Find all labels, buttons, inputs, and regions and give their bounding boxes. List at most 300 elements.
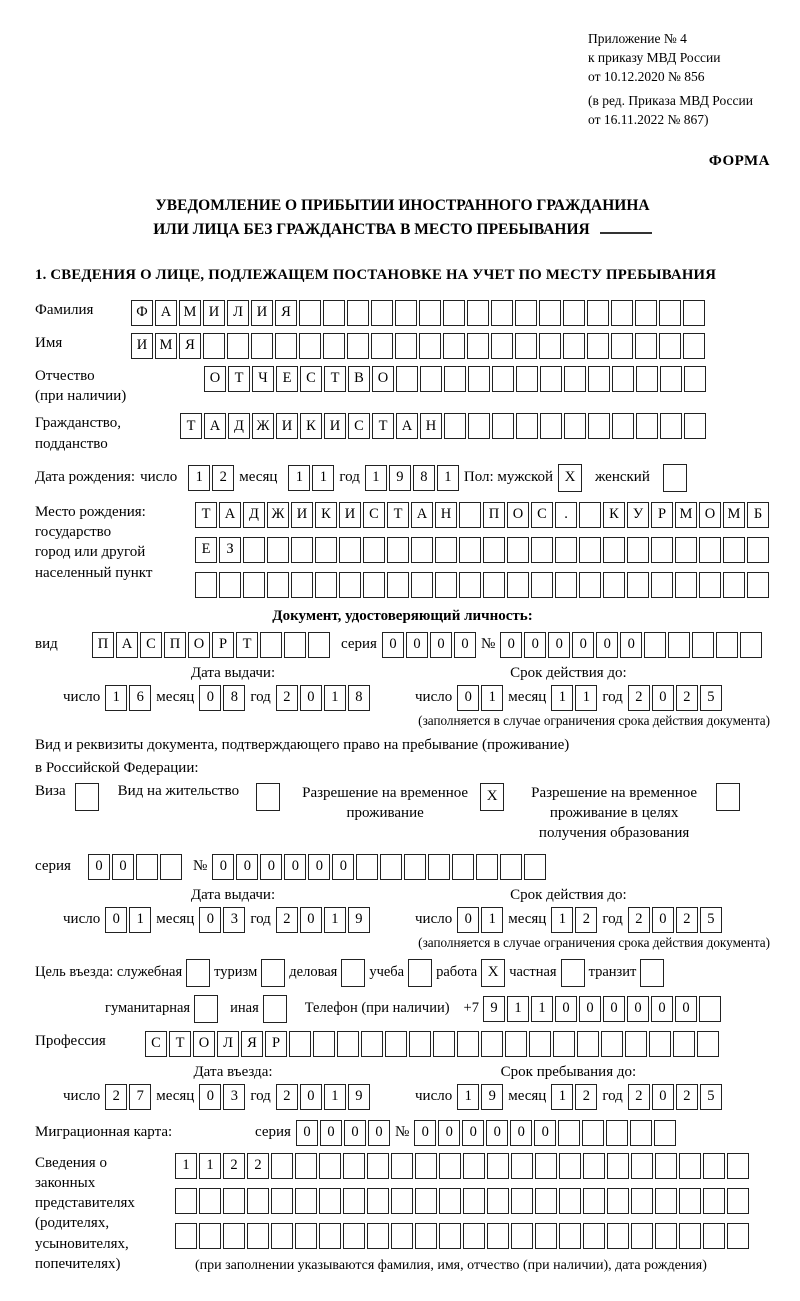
- char-cell[interactable]: Т: [169, 1031, 191, 1057]
- char-cell[interactable]: [435, 537, 457, 563]
- char-cell[interactable]: [308, 632, 330, 658]
- char-cell[interactable]: [531, 572, 553, 598]
- char-cell[interactable]: Т: [372, 413, 394, 439]
- char-cell[interactable]: 1: [324, 1084, 346, 1110]
- char-cell[interactable]: 3: [223, 1084, 245, 1110]
- char-cell[interactable]: Т: [228, 366, 250, 392]
- char-cell[interactable]: [699, 996, 721, 1022]
- char-cell[interactable]: [625, 1031, 647, 1057]
- char-cell[interactable]: 0: [500, 632, 522, 658]
- temp-permit-checkbox[interactable]: X: [480, 783, 504, 811]
- char-cell[interactable]: [559, 1188, 581, 1214]
- char-cell[interactable]: [539, 300, 561, 326]
- char-cell[interactable]: С: [145, 1031, 167, 1057]
- char-cell[interactable]: Ф: [131, 300, 153, 326]
- char-cell[interactable]: [387, 537, 409, 563]
- char-cell[interactable]: [660, 413, 682, 439]
- char-cell[interactable]: О: [507, 502, 529, 528]
- char-cell[interactable]: [516, 413, 538, 439]
- char-cell[interactable]: [476, 854, 498, 880]
- char-cell[interactable]: С: [531, 502, 553, 528]
- char-cell[interactable]: 0: [105, 907, 127, 933]
- purpose-humanitarian-checkbox[interactable]: [194, 995, 218, 1023]
- char-cell[interactable]: [295, 1153, 317, 1179]
- char-cell[interactable]: [459, 502, 481, 528]
- char-cell[interactable]: 1: [437, 465, 459, 491]
- char-cell[interactable]: С: [348, 413, 370, 439]
- char-cell[interactable]: Т: [236, 632, 258, 658]
- char-cell[interactable]: [684, 413, 706, 439]
- char-cell[interactable]: [395, 333, 417, 359]
- char-cell[interactable]: [747, 537, 769, 563]
- char-cell[interactable]: [675, 537, 697, 563]
- char-cell[interactable]: [631, 1188, 653, 1214]
- char-cell[interactable]: 0: [572, 632, 594, 658]
- char-cell[interactable]: 9: [389, 465, 411, 491]
- char-cell[interactable]: [607, 1188, 629, 1214]
- char-cell[interactable]: [727, 1153, 749, 1179]
- char-cell[interactable]: [203, 333, 225, 359]
- char-cell[interactable]: [612, 413, 634, 439]
- char-cell[interactable]: 2: [676, 907, 698, 933]
- char-cell[interactable]: 0: [510, 1120, 532, 1146]
- char-cell[interactable]: 1: [575, 685, 597, 711]
- char-cell[interactable]: 0: [344, 1120, 366, 1146]
- char-cell[interactable]: [535, 1188, 557, 1214]
- char-cell[interactable]: 0: [534, 1120, 556, 1146]
- char-cell[interactable]: [699, 572, 721, 598]
- char-cell[interactable]: [319, 1223, 341, 1249]
- char-cell[interactable]: [415, 1153, 437, 1179]
- char-cell[interactable]: М: [179, 300, 201, 326]
- char-cell[interactable]: [247, 1223, 269, 1249]
- char-cell[interactable]: 5: [700, 685, 722, 711]
- char-cell[interactable]: [564, 413, 586, 439]
- char-cell[interactable]: Е: [276, 366, 298, 392]
- char-cell[interactable]: В: [348, 366, 370, 392]
- char-cell[interactable]: [267, 537, 289, 563]
- char-cell[interactable]: [319, 1153, 341, 1179]
- char-cell[interactable]: [579, 537, 601, 563]
- purpose-tourism-checkbox[interactable]: [261, 959, 285, 987]
- char-cell[interactable]: Н: [420, 413, 442, 439]
- gender-female-checkbox[interactable]: [663, 464, 687, 492]
- char-cell[interactable]: [487, 1153, 509, 1179]
- char-cell[interactable]: 0: [368, 1120, 390, 1146]
- char-cell[interactable]: [452, 854, 474, 880]
- char-cell[interactable]: [511, 1223, 533, 1249]
- char-cell[interactable]: [411, 572, 433, 598]
- char-cell[interactable]: 1: [365, 465, 387, 491]
- char-cell[interactable]: 0: [308, 854, 330, 880]
- char-cell[interactable]: [371, 333, 393, 359]
- char-cell[interactable]: Р: [212, 632, 234, 658]
- char-cell[interactable]: М: [675, 502, 697, 528]
- char-cell[interactable]: [703, 1188, 725, 1214]
- char-cell[interactable]: [313, 1031, 335, 1057]
- char-cell[interactable]: [679, 1188, 701, 1214]
- char-cell[interactable]: И: [291, 502, 313, 528]
- char-cell[interactable]: [367, 1188, 389, 1214]
- char-cell[interactable]: [404, 854, 426, 880]
- char-cell[interactable]: 1: [199, 1153, 221, 1179]
- char-cell[interactable]: [675, 572, 697, 598]
- char-cell[interactable]: [463, 1153, 485, 1179]
- char-cell[interactable]: 0: [651, 996, 673, 1022]
- purpose-work-checkbox[interactable]: X: [481, 959, 505, 987]
- char-cell[interactable]: [655, 1223, 677, 1249]
- char-cell[interactable]: [175, 1223, 197, 1249]
- char-cell[interactable]: 1: [288, 465, 310, 491]
- char-cell[interactable]: 0: [382, 632, 404, 658]
- char-cell[interactable]: [291, 572, 313, 598]
- char-cell[interactable]: 2: [676, 685, 698, 711]
- char-cell[interactable]: [583, 1153, 605, 1179]
- char-cell[interactable]: Т: [180, 413, 202, 439]
- char-cell[interactable]: [507, 537, 529, 563]
- char-cell[interactable]: А: [116, 632, 138, 658]
- char-cell[interactable]: [659, 333, 681, 359]
- char-cell[interactable]: [644, 632, 666, 658]
- char-cell[interactable]: [606, 1120, 628, 1146]
- char-cell[interactable]: [588, 413, 610, 439]
- char-cell[interactable]: С: [363, 502, 385, 528]
- char-cell[interactable]: [511, 1153, 533, 1179]
- char-cell[interactable]: [223, 1188, 245, 1214]
- char-cell[interactable]: [587, 300, 609, 326]
- char-cell[interactable]: [459, 537, 481, 563]
- char-cell[interactable]: 0: [199, 1084, 221, 1110]
- char-cell[interactable]: [243, 572, 265, 598]
- char-cell[interactable]: [649, 1031, 671, 1057]
- char-cell[interactable]: [627, 572, 649, 598]
- char-cell[interactable]: [411, 537, 433, 563]
- char-cell[interactable]: [468, 366, 490, 392]
- char-cell[interactable]: 0: [486, 1120, 508, 1146]
- char-cell[interactable]: [683, 300, 705, 326]
- char-cell[interactable]: М: [155, 333, 177, 359]
- char-cell[interactable]: А: [204, 413, 226, 439]
- char-cell[interactable]: [409, 1031, 431, 1057]
- visa-checkbox[interactable]: [75, 783, 99, 811]
- char-cell[interactable]: [271, 1223, 293, 1249]
- char-cell[interactable]: [387, 572, 409, 598]
- char-cell[interactable]: [683, 333, 705, 359]
- char-cell[interactable]: [651, 537, 673, 563]
- char-cell[interactable]: [487, 1188, 509, 1214]
- char-cell[interactable]: 2: [276, 1084, 298, 1110]
- char-cell[interactable]: [612, 366, 634, 392]
- char-cell[interactable]: 9: [348, 907, 370, 933]
- char-cell[interactable]: К: [603, 502, 625, 528]
- char-cell[interactable]: 2: [628, 685, 650, 711]
- char-cell[interactable]: [660, 366, 682, 392]
- char-cell[interactable]: [651, 572, 673, 598]
- char-cell[interactable]: [679, 1223, 701, 1249]
- char-cell[interactable]: [391, 1223, 413, 1249]
- char-cell[interactable]: [443, 300, 465, 326]
- char-cell[interactable]: К: [315, 502, 337, 528]
- char-cell[interactable]: [420, 366, 442, 392]
- char-cell[interactable]: С: [300, 366, 322, 392]
- char-cell[interactable]: [524, 854, 546, 880]
- char-cell[interactable]: [723, 537, 745, 563]
- char-cell[interactable]: 5: [700, 907, 722, 933]
- char-cell[interactable]: [684, 366, 706, 392]
- char-cell[interactable]: [339, 537, 361, 563]
- char-cell[interactable]: 8: [223, 685, 245, 711]
- char-cell[interactable]: [582, 1120, 604, 1146]
- char-cell[interactable]: 1: [551, 1084, 573, 1110]
- char-cell[interactable]: [439, 1223, 461, 1249]
- char-cell[interactable]: .: [555, 502, 577, 528]
- char-cell[interactable]: [299, 333, 321, 359]
- char-cell[interactable]: О: [699, 502, 721, 528]
- char-cell[interactable]: П: [92, 632, 114, 658]
- char-cell[interactable]: [607, 1223, 629, 1249]
- char-cell[interactable]: [531, 537, 553, 563]
- char-cell[interactable]: [492, 413, 514, 439]
- char-cell[interactable]: [631, 1153, 653, 1179]
- char-cell[interactable]: [271, 1153, 293, 1179]
- char-cell[interactable]: [295, 1223, 317, 1249]
- char-cell[interactable]: П: [164, 632, 186, 658]
- char-cell[interactable]: И: [203, 300, 225, 326]
- char-cell[interactable]: 0: [236, 854, 258, 880]
- char-cell[interactable]: 8: [413, 465, 435, 491]
- purpose-business-checkbox[interactable]: [186, 959, 210, 987]
- char-cell[interactable]: [443, 333, 465, 359]
- char-cell[interactable]: Н: [435, 502, 457, 528]
- char-cell[interactable]: 1: [551, 907, 573, 933]
- char-cell[interactable]: 0: [414, 1120, 436, 1146]
- char-cell[interactable]: 2: [276, 685, 298, 711]
- char-cell[interactable]: [611, 333, 633, 359]
- char-cell[interactable]: [540, 366, 562, 392]
- char-cell[interactable]: И: [131, 333, 153, 359]
- char-cell[interactable]: 1: [531, 996, 553, 1022]
- char-cell[interactable]: [583, 1188, 605, 1214]
- char-cell[interactable]: [347, 300, 369, 326]
- char-cell[interactable]: [457, 1031, 479, 1057]
- char-cell[interactable]: [539, 333, 561, 359]
- char-cell[interactable]: Т: [195, 502, 217, 528]
- char-cell[interactable]: [219, 572, 241, 598]
- char-cell[interactable]: 0: [320, 1120, 342, 1146]
- char-cell[interactable]: [655, 1188, 677, 1214]
- char-cell[interactable]: Ж: [267, 502, 289, 528]
- char-cell[interactable]: [428, 854, 450, 880]
- char-cell[interactable]: [673, 1031, 695, 1057]
- char-cell[interactable]: [195, 572, 217, 598]
- char-cell[interactable]: [507, 572, 529, 598]
- char-cell[interactable]: Ж: [252, 413, 274, 439]
- char-cell[interactable]: 0: [457, 685, 479, 711]
- char-cell[interactable]: 2: [276, 907, 298, 933]
- char-cell[interactable]: [529, 1031, 551, 1057]
- char-cell[interactable]: 0: [603, 996, 625, 1022]
- edu-permit-checkbox[interactable]: [716, 783, 740, 811]
- char-cell[interactable]: О: [188, 632, 210, 658]
- char-cell[interactable]: 2: [575, 1084, 597, 1110]
- char-cell[interactable]: [727, 1188, 749, 1214]
- char-cell[interactable]: [315, 572, 337, 598]
- char-cell[interactable]: [356, 854, 378, 880]
- char-cell[interactable]: [492, 366, 514, 392]
- char-cell[interactable]: [395, 300, 417, 326]
- char-cell[interactable]: Я: [275, 300, 297, 326]
- char-cell[interactable]: 1: [324, 685, 346, 711]
- char-cell[interactable]: С: [140, 632, 162, 658]
- char-cell[interactable]: [468, 413, 490, 439]
- char-cell[interactable]: [491, 300, 513, 326]
- char-cell[interactable]: [505, 1031, 527, 1057]
- char-cell[interactable]: 0: [300, 1084, 322, 1110]
- char-cell[interactable]: 0: [199, 685, 221, 711]
- char-cell[interactable]: [511, 1188, 533, 1214]
- char-cell[interactable]: [699, 537, 721, 563]
- char-cell[interactable]: 1: [551, 685, 573, 711]
- char-cell[interactable]: И: [339, 502, 361, 528]
- char-cell[interactable]: [555, 572, 577, 598]
- char-cell[interactable]: [481, 1031, 503, 1057]
- char-cell[interactable]: [577, 1031, 599, 1057]
- char-cell[interactable]: А: [219, 502, 241, 528]
- residence-permit-checkbox[interactable]: [256, 783, 280, 811]
- char-cell[interactable]: [433, 1031, 455, 1057]
- char-cell[interactable]: 0: [212, 854, 234, 880]
- char-cell[interactable]: [627, 537, 649, 563]
- char-cell[interactable]: А: [411, 502, 433, 528]
- char-cell[interactable]: [439, 1153, 461, 1179]
- char-cell[interactable]: [467, 333, 489, 359]
- char-cell[interactable]: [371, 300, 393, 326]
- char-cell[interactable]: 2: [105, 1084, 127, 1110]
- char-cell[interactable]: [295, 1188, 317, 1214]
- char-cell[interactable]: [361, 1031, 383, 1057]
- char-cell[interactable]: [323, 333, 345, 359]
- char-cell[interactable]: [716, 632, 738, 658]
- char-cell[interactable]: 1: [481, 685, 503, 711]
- char-cell[interactable]: [583, 1223, 605, 1249]
- char-cell[interactable]: [579, 572, 601, 598]
- char-cell[interactable]: У: [627, 502, 649, 528]
- char-cell[interactable]: 0: [457, 907, 479, 933]
- char-cell[interactable]: Т: [387, 502, 409, 528]
- char-cell[interactable]: Я: [179, 333, 201, 359]
- purpose-transit-checkbox[interactable]: [640, 959, 664, 987]
- char-cell[interactable]: 0: [112, 854, 134, 880]
- char-cell[interactable]: 0: [430, 632, 452, 658]
- char-cell[interactable]: [243, 537, 265, 563]
- char-cell[interactable]: Ч: [252, 366, 274, 392]
- char-cell[interactable]: И: [324, 413, 346, 439]
- char-cell[interactable]: 2: [212, 465, 234, 491]
- char-cell[interactable]: 0: [555, 996, 577, 1022]
- char-cell[interactable]: [654, 1120, 676, 1146]
- char-cell[interactable]: Л: [227, 300, 249, 326]
- char-cell[interactable]: [603, 537, 625, 563]
- char-cell[interactable]: [363, 537, 385, 563]
- char-cell[interactable]: 0: [652, 1084, 674, 1110]
- char-cell[interactable]: 0: [406, 632, 428, 658]
- char-cell[interactable]: [343, 1223, 365, 1249]
- char-cell[interactable]: [631, 1223, 653, 1249]
- char-cell[interactable]: Р: [265, 1031, 287, 1057]
- char-cell[interactable]: [635, 333, 657, 359]
- char-cell[interactable]: [160, 854, 182, 880]
- char-cell[interactable]: [487, 1223, 509, 1249]
- char-cell[interactable]: 2: [628, 907, 650, 933]
- char-cell[interactable]: [260, 632, 282, 658]
- char-cell[interactable]: [603, 572, 625, 598]
- char-cell[interactable]: [655, 1153, 677, 1179]
- char-cell[interactable]: 1: [481, 907, 503, 933]
- char-cell[interactable]: [535, 1223, 557, 1249]
- char-cell[interactable]: [463, 1223, 485, 1249]
- char-cell[interactable]: 6: [129, 685, 151, 711]
- char-cell[interactable]: [747, 572, 769, 598]
- char-cell[interactable]: А: [155, 300, 177, 326]
- char-cell[interactable]: [419, 333, 441, 359]
- char-cell[interactable]: [579, 502, 601, 528]
- char-cell[interactable]: Т: [324, 366, 346, 392]
- char-cell[interactable]: [467, 300, 489, 326]
- purpose-study-checkbox[interactable]: [408, 959, 432, 987]
- char-cell[interactable]: [223, 1223, 245, 1249]
- char-cell[interactable]: [555, 537, 577, 563]
- char-cell[interactable]: [363, 572, 385, 598]
- char-cell[interactable]: 0: [438, 1120, 460, 1146]
- char-cell[interactable]: [559, 1153, 581, 1179]
- char-cell[interactable]: Е: [195, 537, 217, 563]
- char-cell[interactable]: [299, 300, 321, 326]
- char-cell[interactable]: [291, 537, 313, 563]
- char-cell[interactable]: 0: [284, 854, 306, 880]
- char-cell[interactable]: [267, 572, 289, 598]
- char-cell[interactable]: [444, 366, 466, 392]
- char-cell[interactable]: [444, 413, 466, 439]
- char-cell[interactable]: К: [300, 413, 322, 439]
- char-cell[interactable]: [483, 537, 505, 563]
- char-cell[interactable]: [136, 854, 158, 880]
- char-cell[interactable]: З: [219, 537, 241, 563]
- char-cell[interactable]: 0: [260, 854, 282, 880]
- char-cell[interactable]: 0: [199, 907, 221, 933]
- char-cell[interactable]: 0: [627, 996, 649, 1022]
- char-cell[interactable]: [588, 366, 610, 392]
- char-cell[interactable]: [515, 333, 537, 359]
- char-cell[interactable]: 0: [524, 632, 546, 658]
- char-cell[interactable]: 0: [652, 685, 674, 711]
- char-cell[interactable]: 5: [700, 1084, 722, 1110]
- char-cell[interactable]: [559, 1223, 581, 1249]
- char-cell[interactable]: [367, 1223, 389, 1249]
- char-cell[interactable]: [727, 1223, 749, 1249]
- char-cell[interactable]: [563, 333, 585, 359]
- char-cell[interactable]: [540, 413, 562, 439]
- char-cell[interactable]: 9: [483, 996, 505, 1022]
- char-cell[interactable]: [535, 1153, 557, 1179]
- char-cell[interactable]: 0: [620, 632, 642, 658]
- char-cell[interactable]: [271, 1188, 293, 1214]
- char-cell[interactable]: 1: [129, 907, 151, 933]
- char-cell[interactable]: Б: [747, 502, 769, 528]
- char-cell[interactable]: [553, 1031, 575, 1057]
- char-cell[interactable]: [500, 854, 522, 880]
- char-cell[interactable]: [337, 1031, 359, 1057]
- char-cell[interactable]: 1: [457, 1084, 479, 1110]
